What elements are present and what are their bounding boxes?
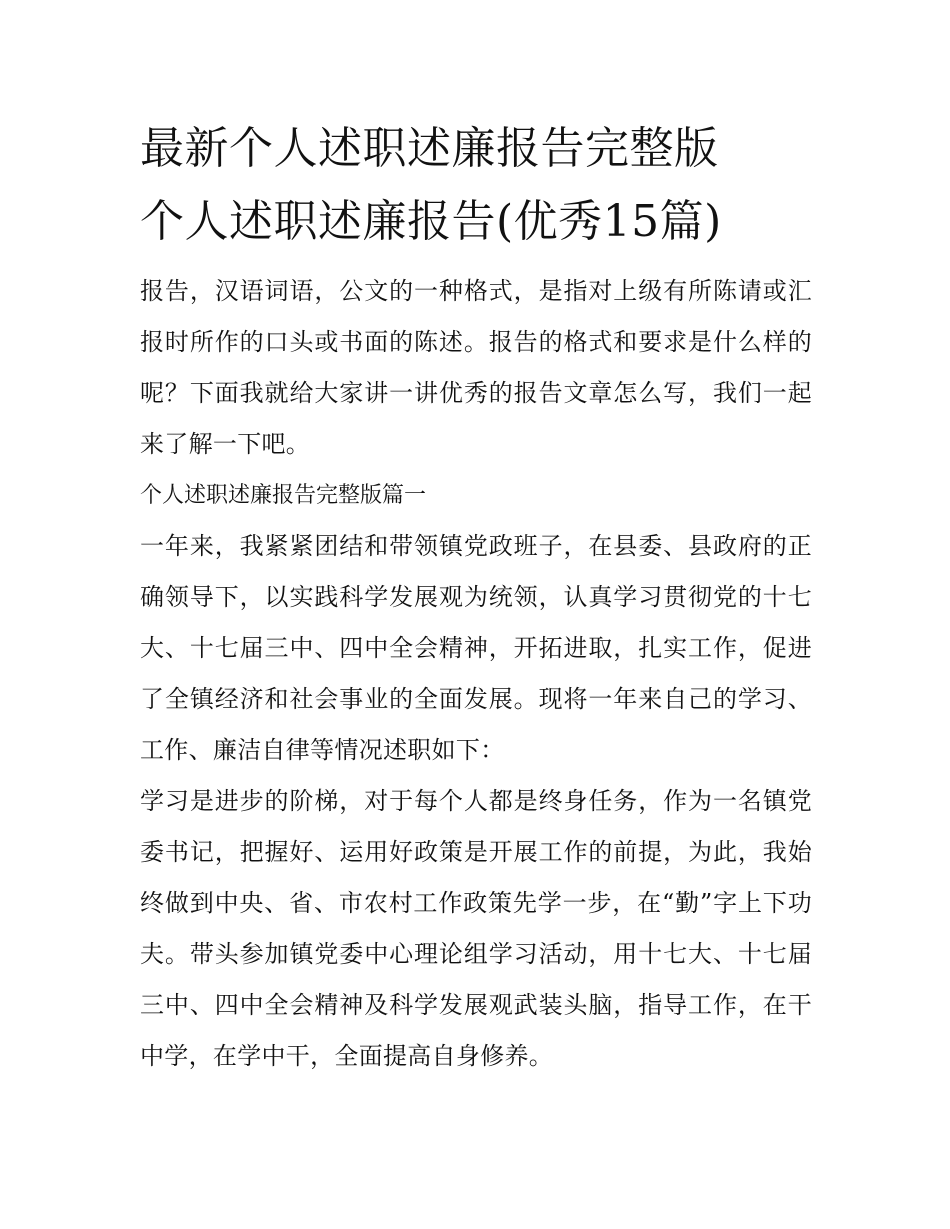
document-body	[140, 266, 812, 1082]
document-title	[140, 112, 812, 258]
body-paragraph-1: 一年来，我紧紧团结和带领镇党政班子，在县委、县政府的正确领导下，以实践科学发展观为统领，认真学习贯彻党的十七大、十七届三中、四中全会精神，开拓进取，扎实工作，促进了全镇经济和社会事业的全面发展。现将一年来自己的学习、工作、廉洁自律等情况述职如下：	[140, 532, 812, 764]
title-line-1: 最新个人述职述廉报告完整版	[140, 123, 719, 174]
intro-paragraph: 报告，汉语词语，公文的一种格式，是指对上级有所陈请或汇报时所作的口头或书面的陈述。报告的格式和要求是什么样的呢？下面我就给大家讲一讲优秀的报告文章怎么写，我们一起来了解一下吧。	[140, 277, 812, 458]
title-line-2: 个人述职述廉报告(优秀15篇)	[140, 196, 722, 247]
body-paragraph-2: 学习是进步的阶梯，对于每个人都是终身任务，作为一名镇党委书记，把握好、运用好政策是开展工作的前提，为此，我始终做到中央、省、市农村工作政策先学一步，在“勤”字上下功夫。带头参加镇党委中心理论组学习活动，用十七大、十七届三中、四中全会精神及科学发展观武装头脑，指导工作，在干中学，在学中干，全面提高自身修养。	[140, 787, 812, 1070]
section-heading: 个人述职述廉报告完整版篇一	[140, 483, 427, 508]
document-content	[140, 112, 812, 1082]
